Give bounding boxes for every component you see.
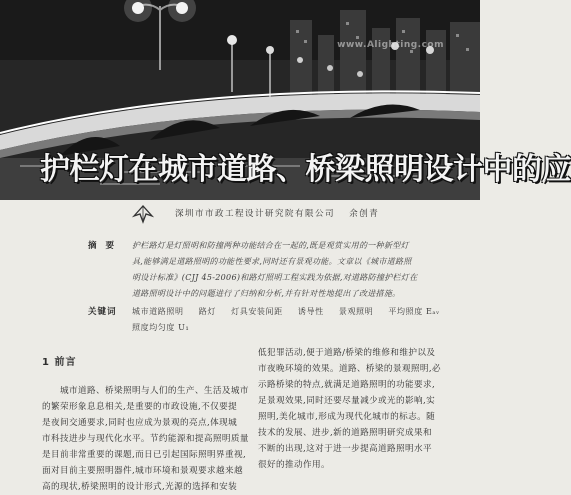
affiliation-line <box>175 207 379 219</box>
body-line: 低犯罪活动,便于道路/桥梁的维修和维护以及 <box>258 348 436 358</box>
body-line: 是目前非常重要的课题,而日已引起国际照明界重视, <box>42 450 247 460</box>
author: 余创青 <box>349 209 380 219</box>
body-line: 市科技进步与现代化水平。节约能源和提高照明质量 <box>42 434 249 444</box>
article-title: 护栏灯在城市道路、桥梁照明设计中的应 <box>40 152 571 187</box>
keyword: 城市道路照明 <box>132 307 184 316</box>
keyword: 诱导性 <box>297 307 324 316</box>
banner-photo <box>0 0 571 200</box>
body-line: 很好的推动作用。 <box>258 460 330 470</box>
keyword: 照度均匀度 U₁ <box>132 323 190 332</box>
watermark: www.Alighting.com <box>337 40 444 50</box>
abstract-line: 道路照明设计中的问题进行了归纳和分析,并有针对性地提出了改进措施。 <box>132 289 401 298</box>
keyword: 灯具安装间距 <box>231 307 283 316</box>
body-line: 的繁荣形象息息相关,是重要的市政设施,不仅要提 <box>42 402 238 412</box>
abstract-label: 摘 要 <box>88 241 117 251</box>
body-line: 照明,美化城市,形成为现代化城市的标志。随 <box>258 412 436 422</box>
keyword: 平均照度 Eₐᵥ <box>388 307 440 316</box>
abstract-line: 护栏路灯是灯照明和防撞两种功能结合在一起的,既是观赏实用的一种新型灯 <box>132 241 409 250</box>
body-line: 足景观效果,同时还要尽量减少或光的影响,实 <box>258 396 436 406</box>
body-line: 城市道路、桥梁照明与人们的生产、生活及城市 <box>60 386 249 396</box>
keywords-list <box>132 304 470 336</box>
body-line: 高的现状,桥梁照明的设计形式,光源的选择和安装 <box>42 482 238 492</box>
keywords-label: 关键词 <box>88 307 117 317</box>
affiliation: 深圳市市政工程设计研究院有限公司 <box>175 209 336 219</box>
right-column <box>258 345 480 473</box>
left-column <box>42 355 270 495</box>
abstract-block <box>90 238 470 302</box>
body-line: 市夜晚环境的效果。道路、桥梁的景观照明,必 <box>258 364 442 374</box>
abstract-line: 明设计标准》(CJJ 45-2006)和路灯照明工程实践为依据,对道路防撞护栏灯在 <box>132 273 418 282</box>
section-heading: 1 前言 <box>42 357 77 368</box>
keyword: 路灯 <box>198 307 216 316</box>
keywords-block <box>90 304 470 336</box>
publisher-logo-icon <box>132 202 154 224</box>
body-line: 面对目前主要照明器件,城市环境和景观要求越来越 <box>42 466 243 476</box>
abstract-line: 具,能够满足道路照明的功能性要求,同时还有景观功能。文章以《城市道路照 <box>132 257 412 266</box>
keyword: 景观照明 <box>338 307 374 316</box>
body-line: 是夜间交通要求,同时也应成为景观的亮点,体现城 <box>42 418 238 428</box>
body-line: 技术的发展、进步,新的道路照明研究成果和 <box>258 428 433 438</box>
body-line: 不断的出现,这对于进一步提高道路照明水平 <box>258 444 433 454</box>
body-line: 示路桥梁的特点,就满足道路照明的功能要求, <box>258 380 436 390</box>
abstract-text <box>132 238 470 302</box>
